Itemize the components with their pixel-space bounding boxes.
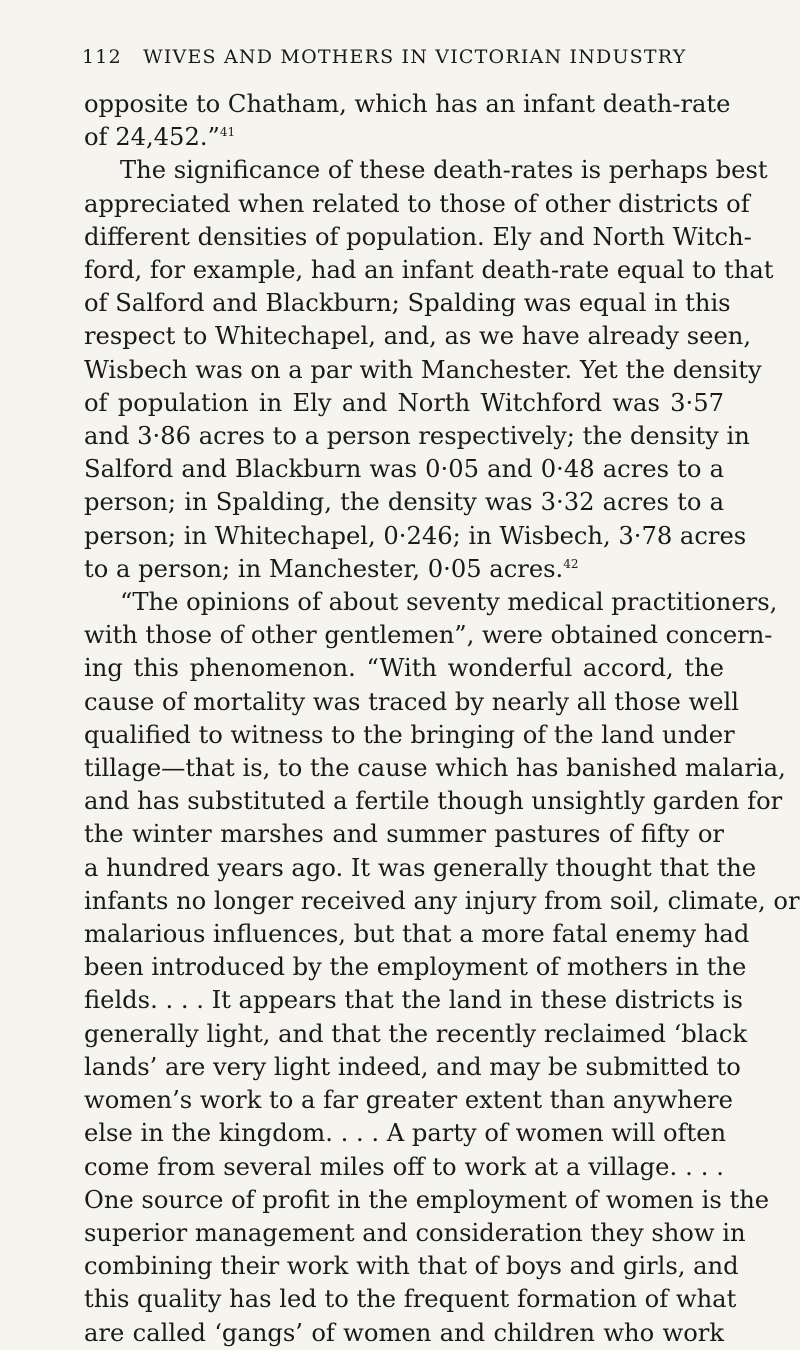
line-text: ing this phenomenon. “With wonderful accord, the	[84, 654, 724, 683]
line-text: One source of profit in the employment of women is the	[84, 1185, 770, 1214]
line-text: are called ‘gangs’ of women and children who work	[84, 1318, 724, 1347]
text-line	[84, 652, 724, 685]
text-line	[84, 520, 747, 553]
text-line	[84, 188, 750, 221]
line-text: this quality has led to the frequent formation of what	[84, 1285, 737, 1314]
line-text: person; in Spalding, the density was 3·32 acres to a	[84, 488, 724, 517]
line-text: malarious influences, but that a more fatal enemy had	[84, 920, 750, 949]
line-text: of 24,452.”	[84, 123, 220, 152]
page-number: 112	[82, 46, 122, 68]
line-text: generally light, and that the recently reclaimed ‘black	[84, 1019, 748, 1048]
line-text: tillage—that is, to the cause which has banished malaria,	[84, 754, 786, 783]
text-line	[84, 420, 750, 453]
line-text: combining their work with that of boys and girls, and	[84, 1252, 739, 1281]
text-line	[84, 1250, 739, 1283]
text-line	[84, 254, 774, 287]
line-text: fields. . . . It appears that the land in these districts is	[84, 986, 743, 1015]
line-text: of Salford and Blackburn; Spalding was equal in this	[84, 289, 731, 318]
line-text: person; in Whitechapel, 0·246; in Wisbech, 3·78 acres	[84, 521, 747, 550]
text-line	[84, 1151, 724, 1184]
text-line	[84, 619, 773, 652]
text-line	[84, 1117, 727, 1150]
text-line	[84, 1051, 741, 1084]
text-line	[84, 984, 743, 1017]
line-text: a hundred years ago. It was generally thought that the	[84, 853, 757, 882]
line-text: different densities of population. Ely and North Witch-	[84, 222, 752, 251]
text-line	[84, 221, 752, 254]
text-line	[84, 1184, 770, 1217]
running-header	[82, 46, 722, 68]
line-text: superior management and consideration they show in	[84, 1218, 746, 1247]
text-line	[84, 387, 724, 420]
footnote-ref: 42	[563, 556, 579, 571]
text-line	[84, 586, 778, 619]
text-line	[84, 354, 762, 387]
body-text	[84, 88, 800, 1350]
line-text: cause of mortality was traced by nearly all those well	[84, 687, 740, 716]
text-line	[84, 1084, 733, 1117]
text-line	[84, 686, 740, 719]
text-line	[84, 121, 724, 154]
text-line	[84, 752, 786, 785]
line-text: lands’ are very light indeed, and may be submitted to	[84, 1052, 741, 1081]
line-text: Wisbech was on a par with Manchester. Yet the density	[84, 355, 762, 384]
line-text: to a person; in Manchester, 0·05 acres.	[84, 554, 564, 583]
text-line	[84, 88, 731, 121]
line-text: and 3·86 acres to a person respectively; the density in	[84, 422, 750, 451]
text-line	[84, 852, 757, 885]
line-text: qualified to witness to the bringing of the land under	[84, 720, 735, 749]
text-line	[84, 154, 768, 187]
line-text: women’s work to a far greater extent than anywhere	[84, 1086, 733, 1115]
line-text: come from several miles off to work at a village. . . .	[84, 1152, 724, 1181]
line-text: else in the kingdom. . . . A party of women will often	[84, 1119, 727, 1148]
text-line	[84, 486, 724, 519]
line-text: appreciated when related to those of other districts of	[84, 189, 750, 218]
text-line	[84, 818, 724, 851]
text-line	[84, 951, 747, 984]
line-text: and has substituted a fertile though unsightly garden for	[84, 787, 783, 816]
line-text: the winter marshes and summer pastures of fifty or	[84, 820, 724, 849]
text-line	[84, 553, 724, 586]
text-line	[84, 1283, 737, 1316]
text-line	[84, 320, 752, 353]
running-title: WIVES AND MOTHERS IN VICTORIAN INDUSTRY	[143, 46, 687, 68]
footnote-ref: 41	[219, 125, 236, 140]
line-text: Salford and Blackburn was 0·05 and 0·48 acres to a	[84, 455, 724, 484]
line-text: “The opinions of about seventy medical practitioners,	[120, 588, 778, 617]
text-line	[84, 918, 750, 951]
line-text: The significance of these death-rates is perhaps best	[120, 156, 768, 185]
line-text: opposite to Chatham, which has an infant death-rate	[84, 90, 731, 118]
line-text: been introduced by the employment of mothers in the	[84, 953, 747, 982]
text-line	[84, 1018, 748, 1051]
line-text: of population in Ely and North Witchford was 3·57	[84, 388, 724, 417]
line-text: infants no longer received any injury from soil, climate, or	[84, 886, 800, 915]
line-text: ford, for example, had an infant death-rate equal to that	[84, 256, 774, 285]
text-line	[84, 1317, 724, 1350]
text-line	[84, 885, 800, 918]
text-line	[84, 453, 724, 486]
text-line	[84, 785, 783, 818]
text-line	[84, 1217, 746, 1250]
text-line	[84, 287, 731, 320]
line-text: respect to Whitechapel, and, as we have already seen,	[84, 322, 752, 351]
text-line	[84, 719, 735, 752]
line-text: with those of other gentlemen”, were obtained concern-	[84, 621, 773, 650]
